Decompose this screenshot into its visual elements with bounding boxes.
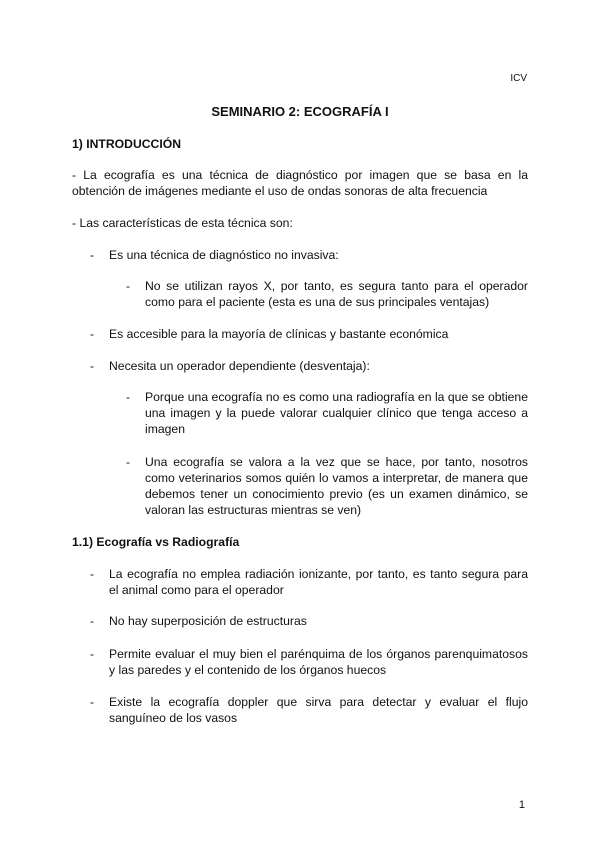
intro-paragraph: - La ecografía es una técnica de diagnóstico por imagen que se basa en la obtención de imágenes mediante el uso de ondas sonoras de alta frecuencia [72,168,528,198]
bullet-dash: - [90,614,95,628]
list-item-text: No hay superposición de estructuras [109,614,307,628]
bullet-dash: - [90,695,95,709]
list-item [90,566,528,598]
list-item-text: Existe la ecografía doppler que sirva para detectar y evaluar el flujo sanguíneo de los vasos [109,695,528,725]
list-item [126,454,528,518]
characteristics-intro: - Las características de esta técnica son: [72,216,293,230]
page-number: 1 [518,799,525,811]
list-item [126,389,528,437]
list-item-text: Porque una ecografía no es como una radiografía en la que se obtiene una imagen y la puede valorar cualquier clínico que tenga acceso a imagen [145,390,528,436]
list-item [90,326,528,342]
bullet-dash: - [90,359,95,373]
bullet-dash: - [126,279,131,293]
list-item [90,247,528,263]
bullet-dash: - [126,455,131,469]
list-item-text: Permite evaluar el muy bien el parénquima de los órganos parenquimatosos y las paredes y el contenido de los órganos huecos [109,647,528,677]
list-item-text: Es una técnica de diagnóstico no invasiva: [109,248,339,262]
page-title: SEMINARIO 2: ECOGRAFÍA I [211,104,389,119]
list-item [90,646,528,678]
section-heading-ecografia-vs-radiografia: 1.1) Ecografía vs Radiografía [72,535,240,549]
list-item-text: La ecografía no emplea radiación ionizante, por tanto, es tanto segura para el animal como para el operador [109,567,528,597]
bullet-dash: - [90,647,95,661]
bullet-dash: - [90,327,95,341]
list-item-text: Es accesible para la mayoría de clínicas y bastante económica [109,327,449,341]
section-heading-introduccion: 1) INTRODUCCIÓN [72,137,182,151]
bullet-dash: - [126,390,131,404]
list-item-text: No se utilizan rayos X, por tanto, es segura tanto para el operador como para el paciente (esta es una de sus principales ventajas) [145,279,528,309]
list-item [126,278,528,310]
list-item [90,358,528,374]
list-item [90,613,528,629]
list-item-text: Una ecografía se valora a la vez que se hace, por tanto, nosotros como veterinarios somos quién lo vamos a interpretar, de manera que debemos tener un conocimiento previo (es un examen dinámico, se valoran las estructuras mientras se ven) [145,455,528,517]
list-item-text: Necesita un operador dependiente (desventaja): [109,359,370,373]
bullet-dash: - [90,567,95,581]
header-code: ICV [510,73,527,84]
bullet-dash: - [90,248,95,262]
list-item [90,694,528,726]
